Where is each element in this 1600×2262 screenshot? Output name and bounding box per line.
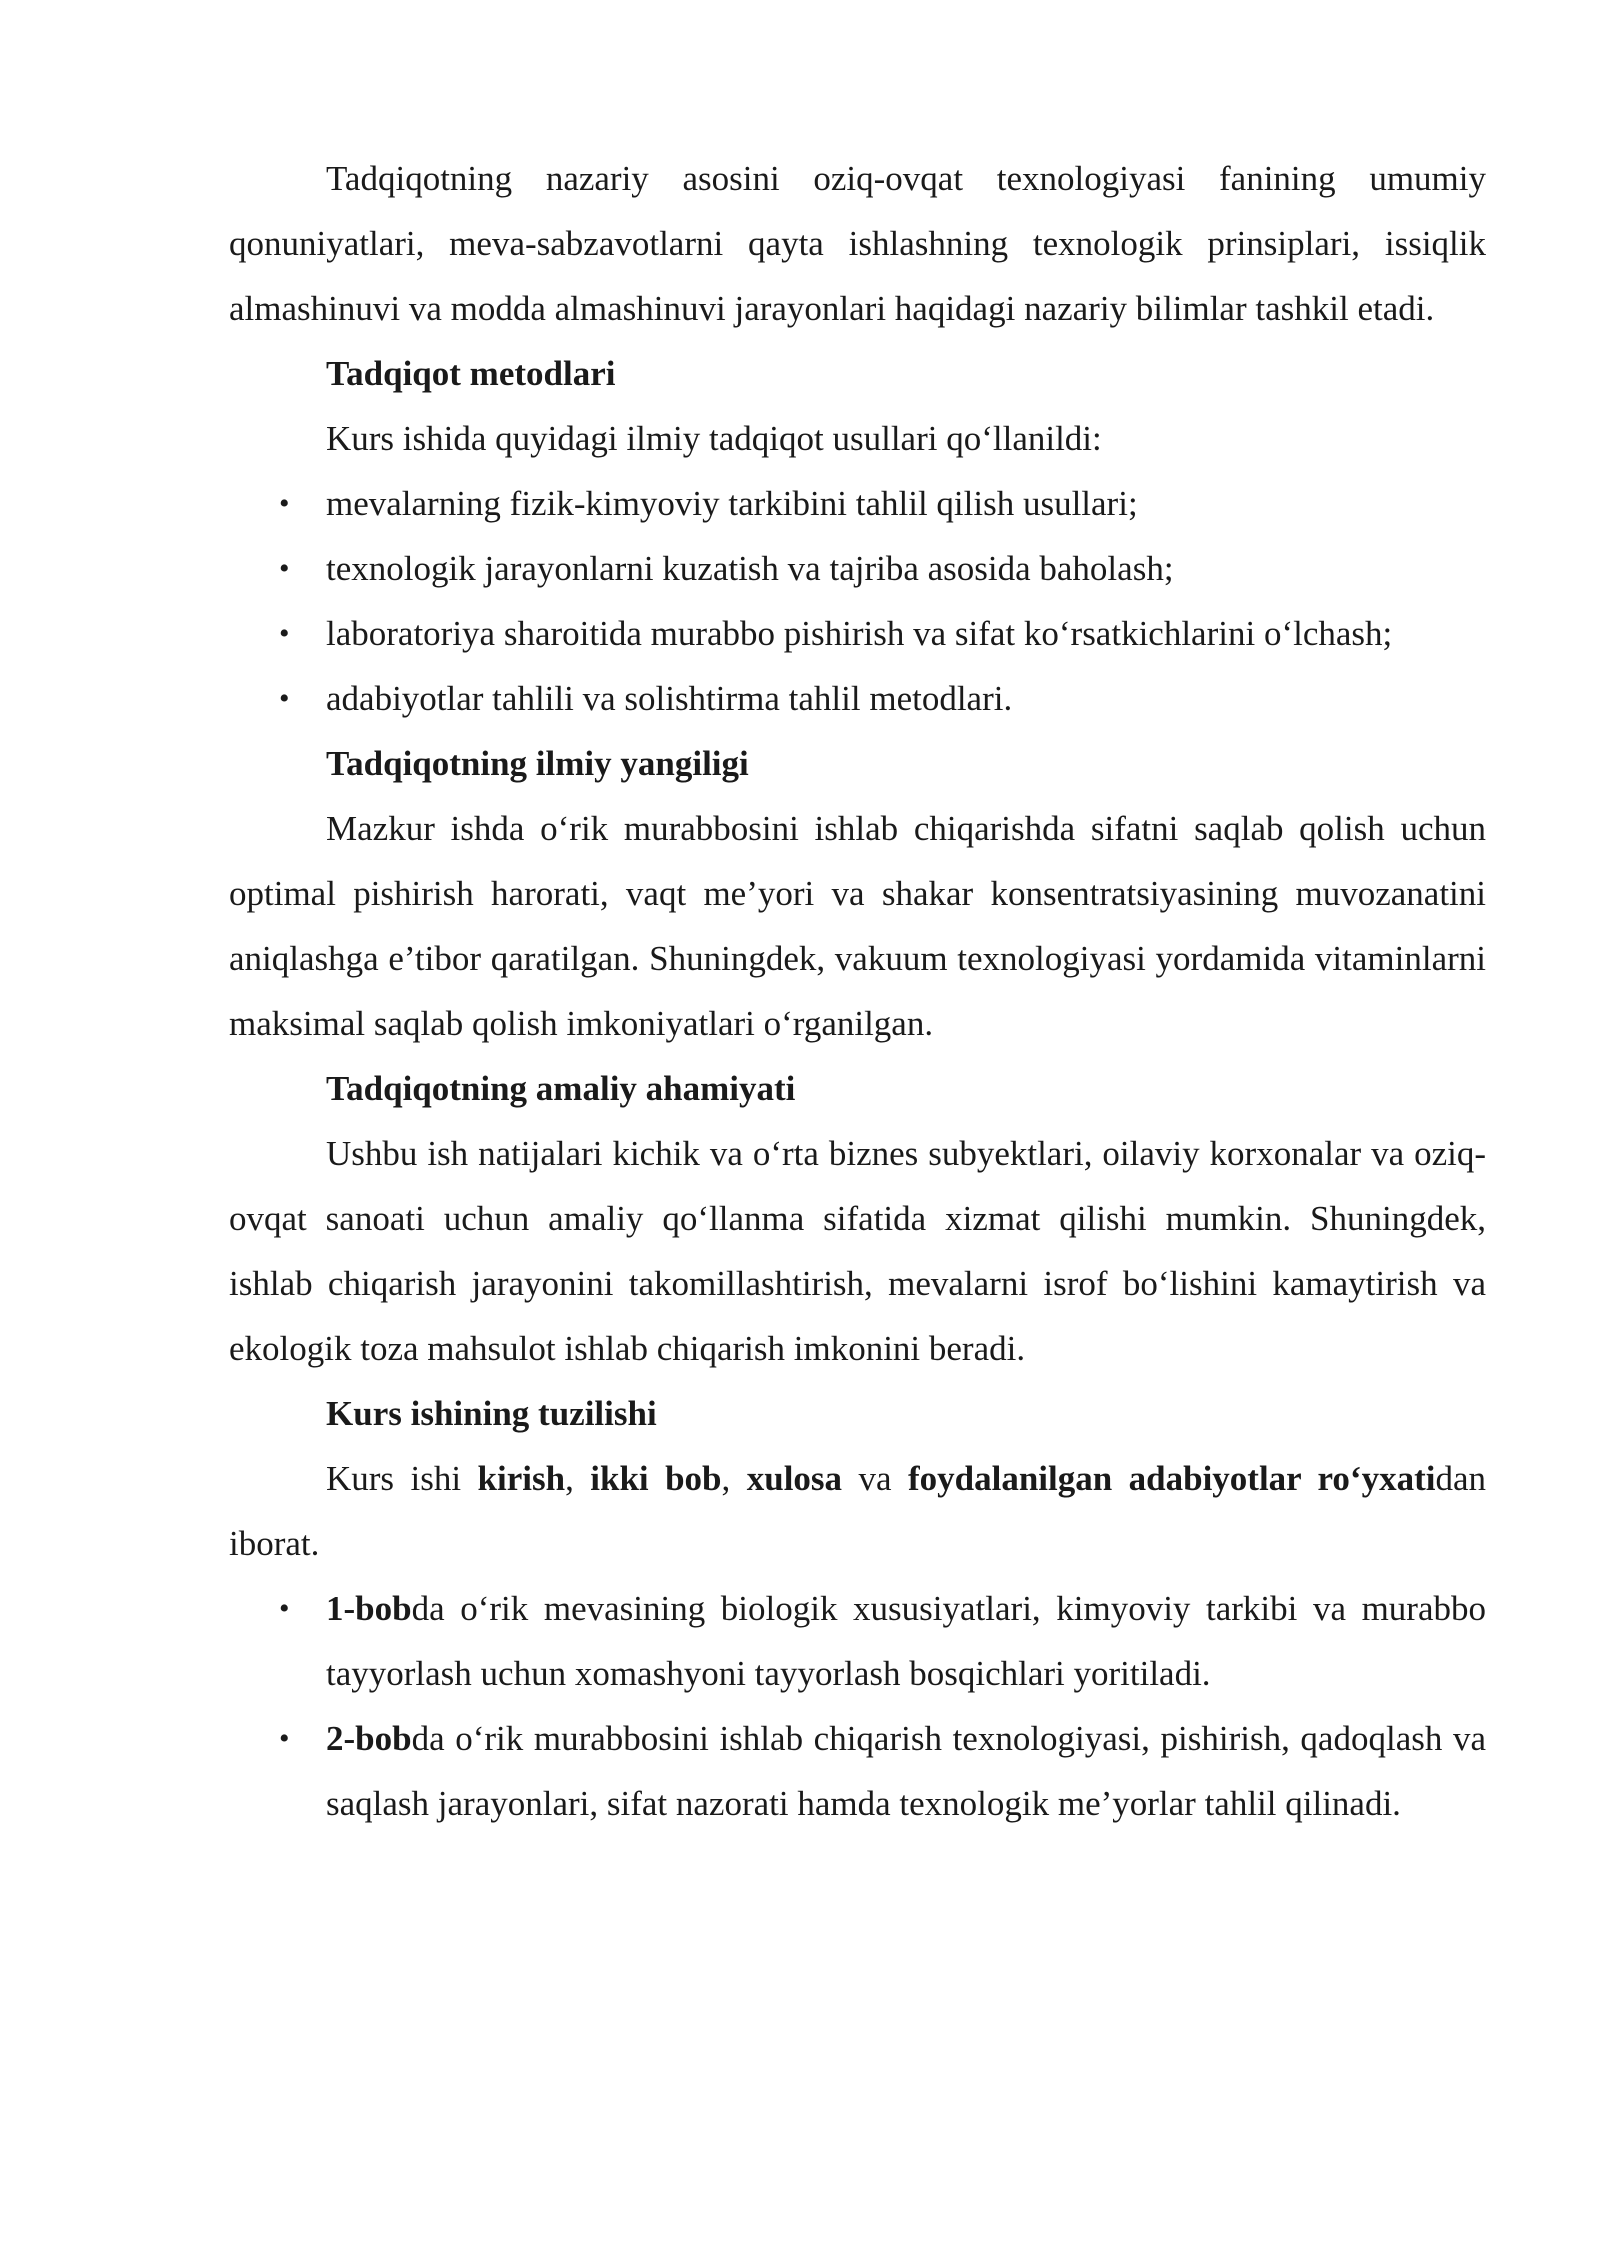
practical-paragraph: Ushbu ish natijalari kichik va o‘rta biznes subyektlari, oilaviy korxonalar va oziq-ovqat sanoati uchun amaliy qo‘llanma sifatida xizmat qilishi mumkin. Shuningdek, ishlab chiqarish jarayonini takomillashtirish, mevalarni isrof bo‘lishini kamaytirish va ekologik toza mahsulot ishlab chiqarish imkonini beradi. xyxy=(229,1134,1486,1368)
page-content xyxy=(229,146,1486,1836)
bullet-icon: • xyxy=(279,487,290,520)
bullet-icon: • xyxy=(279,617,290,650)
methods-list-item xyxy=(229,471,1486,536)
bullet-icon: • xyxy=(279,1592,290,1625)
list-item-text: mevalarning fizik-kimyoviy tarkibini tahlil qilish usullari; xyxy=(326,484,1138,523)
chapter-label: 2-bob xyxy=(326,1719,412,1758)
structure-text: va xyxy=(842,1459,908,1498)
structure-paragraph xyxy=(229,1446,1486,1576)
methods-heading: Tadqiqot metodlari xyxy=(326,354,616,393)
list-item-text: laboratoriya sharoitida murabbo pishirish va sifat ko‘rsatkichlarini o‘lchash; xyxy=(326,614,1393,653)
chapter-text: da o‘rik mevasining biologik xususiyatlari, kimyoviy tarkibi va murabbo tayyorlash uchun xomashyoni tayyorlash bosqichlari yoritiladi. xyxy=(326,1589,1486,1693)
methods-list xyxy=(229,471,1486,731)
structure-text: , xyxy=(565,1459,591,1498)
chapter-text: da o‘rik murabbosini ishlab chiqarish texnologiyasi, pishirish, qadoqlash va saqlash jarayonlari, sifat nazorati hamda texnologik me’yorlar tahlil qilinadi. xyxy=(326,1719,1486,1823)
list-item-text: adabiyotlar tahlili va solishtirma tahlil metodlari. xyxy=(326,679,1013,718)
practical-heading: Tadqiqotning amaliy ahamiyati xyxy=(326,1069,796,1108)
structure-bold-term: xulosa xyxy=(746,1459,843,1498)
bullet-icon: • xyxy=(279,552,290,585)
methods-intro: Kurs ishida quyidagi ilmiy tadqiqot usullari qo‘llanildi: xyxy=(326,419,1102,458)
structure-bold-term: kirish xyxy=(477,1459,566,1498)
novelty-heading: Tadqiqotning ilmiy yangiligi xyxy=(326,744,749,783)
structure-bold-term: ikki bob xyxy=(590,1459,722,1498)
theory-paragraph: Tadqiqotning nazariy asosini oziq-ovqat texnologiyasi fanining umumiy qonuniyatlari, meva-sabzavotlarni qayta ishlashning texnologik prinsiplari, issiqlik almashinuvi va modda almashinuvi jarayonlari haqidagi nazariy bilimlar tashkil etadi. xyxy=(229,159,1486,328)
chapters-list xyxy=(229,1576,1486,1836)
structure-text: , xyxy=(721,1459,747,1498)
structure-text: dan iborat. xyxy=(229,1459,1487,1563)
bullet-icon: • xyxy=(279,1722,290,1755)
methods-list-item xyxy=(229,666,1486,731)
list-item-text: texnologik jarayonlarni kuzatish va tajriba asosida baholash; xyxy=(326,549,1174,588)
methods-list-item xyxy=(229,536,1486,601)
bullet-icon: • xyxy=(279,682,290,715)
methods-list-item xyxy=(229,601,1486,666)
structure-text: Kurs ishi xyxy=(326,1459,478,1498)
chapter-label: 1-bob xyxy=(326,1589,412,1628)
novelty-paragraph: Mazkur ishda o‘rik murabbosini ishlab chiqarishda sifatni saqlab qolish uchun optimal pishirish harorati, vaqt me’yori va shakar konsentratsiyasining muvozanatini aniqlashga e’tibor qaratilgan. Shuningdek, vakuum texnologiyasi yordamida vitaminlarni maksimal saqlab qolish imkoniyatlari o‘rganilgan. xyxy=(229,809,1486,1043)
structure-bold-term: foydalanilgan adabiyotlar ro‘yxati xyxy=(907,1459,1436,1498)
structure-heading: Kurs ishining tuzilishi xyxy=(326,1394,657,1433)
chapter-list-item xyxy=(229,1576,1486,1706)
chapter-list-item xyxy=(229,1706,1486,1836)
